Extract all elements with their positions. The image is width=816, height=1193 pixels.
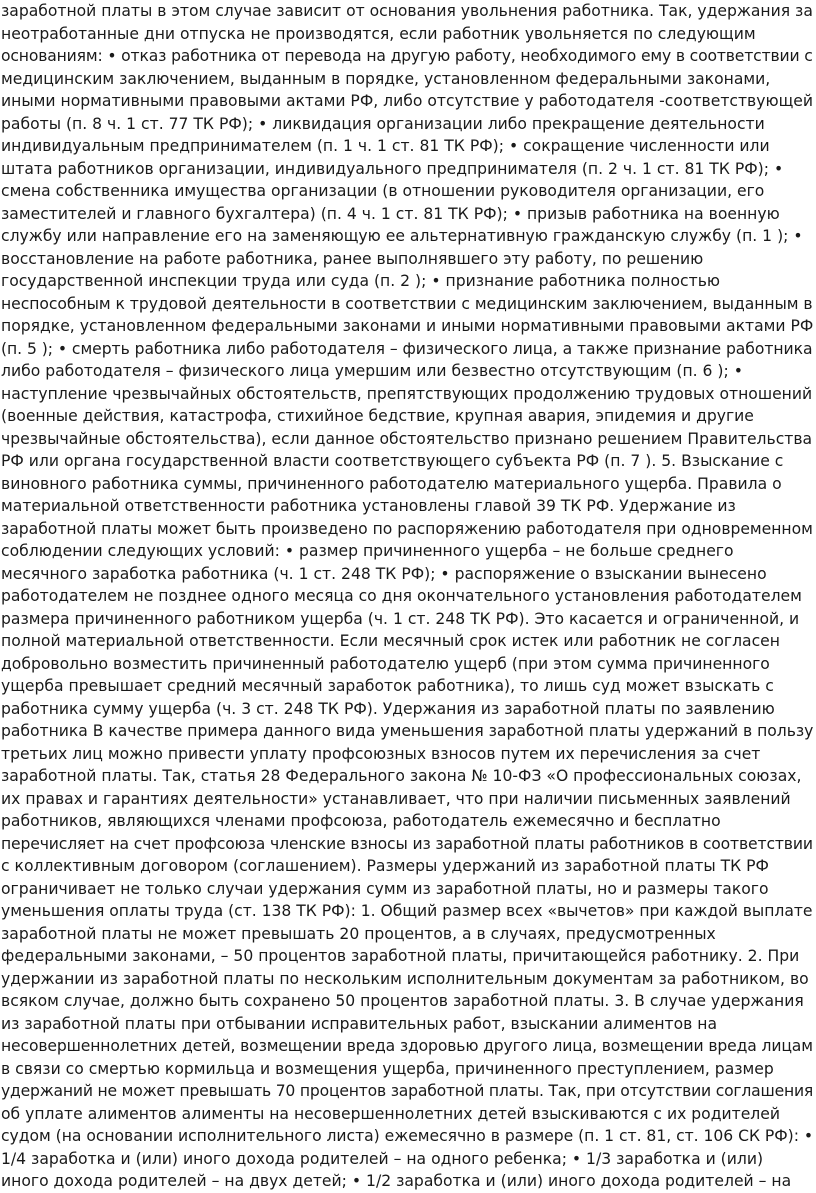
text-line: заработной платы может быть произведено по распоряжению работодателя при одновременном <box>1 519 813 538</box>
text-line: восстановление на работе работника, ранее выполнявшего эту работу, по решению <box>1 249 704 268</box>
text-line: об уплате алиментов алименты на несовершеннолетних детей взыскиваются с их родителей <box>1 1104 780 1123</box>
text-line: полной материальной ответственности. Если месячный срок истек или работник не согласен <box>1 632 780 650</box>
text-line: работодателем не позднее одного месяца со дня окончательного установления работодателем <box>1 587 802 605</box>
text-line: заработной платы в этом случае зависит от основания увольнения работника. Так, удержания за <box>1 2 813 20</box>
text-line: месячного заработка работника (ч. 1 ст. 248 ТК РФ); • распоряжение о взыскании вынесено <box>1 564 767 583</box>
text-line: работника сумму ущерба (ч. 3 ст. 248 ТК РФ). Удержания из заработной платы по заявлению <box>1 699 775 718</box>
text-line: службу или направление его на заменяющую ее альтернативную гражданскую службу (п. 1 ); • <box>1 227 803 245</box>
text-line: ущерба превышает средний месячный заработок работника), то лишь суд может взыскать с <box>1 677 774 695</box>
text-line: с коллективным договором (соглашением). Размеры удержаний из заработной платы ТК РФ <box>1 857 769 875</box>
text-line: размера причиненного работником ущерба (ч. 1 ст. 248 ТК РФ). Это касается и ограниченной, и <box>1 609 800 628</box>
text-line: материальной ответственности работника установлены главой 39 ТК РФ. Удержание из <box>1 497 736 515</box>
text-line: медицинским заключением, выданным в порядке, установленном федеральными законами, <box>1 69 771 88</box>
text-line: наступление чрезвычайных обстоятельств, препятствующих продолжению трудовых отношений <box>1 384 813 403</box>
text-line: удержаний не может превышать 70 процентов заработной платы. Так, при отсутствии соглашения <box>1 1082 814 1100</box>
text-line: работника В качестве примера данного вида уменьшения заработной платы удержаний в пользу <box>1 722 814 740</box>
text-line: федеральными законами, – 50 процентов заработной платы, причитающейся работнику. 2. При <box>1 947 800 965</box>
text-line: основаниям: • отказ работника от перевода на другую работу, необходимого ему в соответствии с <box>1 47 813 65</box>
text-line: добровольно возместить причиненный работодателю ущерб (при этом сумма причиненного <box>1 654 770 673</box>
text-line: третьих лиц можно привести уплату профсоюзных взносов путем их перечисления за счет <box>1 744 761 763</box>
text-line: судом (на основании исполнительного листа) ежемесячно в размере (п. 1 ст. 81, ст. 106 СК РФ): • <box>1 1127 814 1145</box>
text-line: неспособным к трудовой деятельности в соответствии с медицинским заключением, выданным в <box>1 294 813 313</box>
text-line: либо работодателя – физического лица умершим или безвестно отсутствующим (п. 6 ); • <box>1 362 743 380</box>
text-line: удержании из заработной платы по нескольким исполнительным документам за работником, во <box>1 969 809 988</box>
text-line: (военные действия, катастрофа, стихийное бедствие, крупная авария, эпидемия и другие <box>1 407 754 425</box>
text-line: (п. 5 ); • смерть работника либо работодателя – физического лица, а также признание работника <box>1 339 813 358</box>
text-line: несовершеннолетних детей, возмещении вреда здоровью другого лица, возмещении вреда лицам <box>1 1037 813 1055</box>
text-line: порядке, установленном федеральными законами и иными нормативными правовыми актами РФ <box>1 317 814 335</box>
text-line: штата работников организации, индивидуального предпринимателя (п. 2 ч. 1 ст. 81 ТК РФ); • <box>1 159 784 178</box>
text-line: иного дохода родителей – на двух детей; • 1/2 заработка и (или) иного дохода родителей – на <box>1 1172 792 1190</box>
text-line: чрезвычайные обстоятельства), если данное обстоятельство признано решением Правительства <box>1 429 813 448</box>
text-line: 1/4 заработка и (или) иного дохода родителей – на одного ребенка; • 1/3 заработка и (или) <box>1 1149 764 1168</box>
text-line: государственной инспекции труда или суда (п. 2 ); • признание работника полностью <box>1 272 721 290</box>
text-line: заместителей и главного бухгалтера) (п. 4 ч. 1 ст. 81 ТК РФ); • призыв работника на военную <box>1 204 780 223</box>
text-line: работников, являющихся членами профсоюза, работодатель ежемесячно и бесплатно <box>1 812 721 830</box>
text-line: ограничивает не только случаи удержания сумм из заработной платы, но и размеры такого <box>1 879 769 898</box>
text-line: перечисляет на счет профсоюза членские взносы из заработной платы работников в соответствии <box>1 834 813 853</box>
text-line: заработной платы не может превышать 20 процентов, а в случаях, предусмотренных <box>1 924 716 943</box>
text-line: в связи со смертью кормильца и возмещения ущерба, причиненного преступлением, размер <box>1 1059 774 1078</box>
text-line: смена собственника имущества организации (в отношении руководителя организации, его <box>1 182 765 200</box>
text-line: виновного работника суммы, причиненного работодателю материального ущерба. Правила о <box>1 474 782 493</box>
text-line: заработной платы. Так, статья 28 Федерального закона № 10-ФЗ «О профессиональных союзах, <box>1 767 802 785</box>
text-line: индивидуальным предпринимателем (п. 1 ч. 1 ст. 81 ТК РФ); • сокращение численности или <box>1 137 770 155</box>
text-line: неотработанные дни отпуска не производятся, если работник увольняется по следующим <box>1 24 756 43</box>
text-line: всяком случае, должно быть сохранено 50 процентов заработной платы. 3. В случае удержания <box>1 992 804 1010</box>
text-line: соблюдении следующих условий: • размер причиненного ущерба – не больше среднего <box>1 542 734 560</box>
text-line: РФ или органа государственной власти соответствующего субъекта РФ (п. 7 ). 5. Взыскание с <box>1 452 784 470</box>
text-line: из заработной платы при отбывании исправительных работ, взыскании алиментов на <box>1 1014 718 1033</box>
text-line: иными нормативными правовыми актами РФ, либо отсутствие у работодателя -соответствующей <box>1 92 814 110</box>
text-line: уменьшения оплаты труда (ст. 138 ТК РФ): 1. Общий размер всех «вычетов» при каждой выплате <box>1 902 813 920</box>
text-line: работы (п. 8 ч. 1 ст. 77 ТК РФ); • ликвидация организации либо прекращение деятельности <box>1 114 765 133</box>
text-line: их правах и гарантиях деятельности» устанавливает, что при наличии письменных заявлений <box>1 789 791 808</box>
